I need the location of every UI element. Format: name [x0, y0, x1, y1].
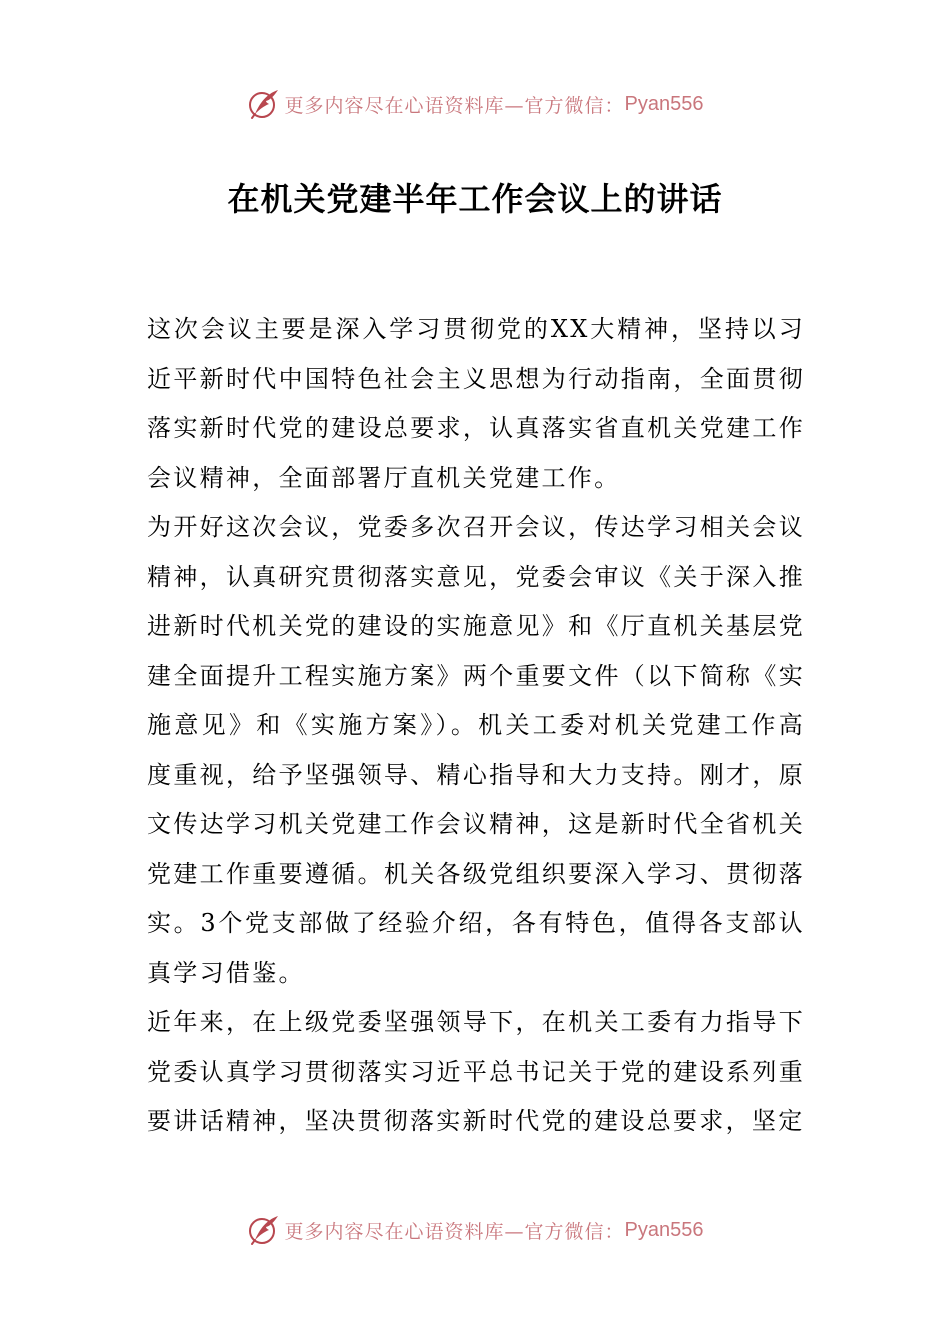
paragraph: 近年来，在上级党委坚强领导下，在机关工委有力指导下党委认真学习贯彻落实习近平总书记关于党的建设系列重要讲话精神，坚决贯彻落实新时代党的建设总要求，坚定	[147, 1008, 805, 1135]
wechat-id: Pyan556	[624, 1218, 704, 1241]
document-title: 在机关党建半年工作会议上的讲话	[227, 180, 723, 218]
wechat-id: Pyan556	[624, 92, 704, 115]
document-body	[147, 305, 805, 1147]
banner-text: 更多内容尽在心语资料库—官方微信：	[284, 1220, 625, 1243]
paragraph: 这次会议主要是深入学习贯彻党的XX大精神，坚持以习近平新时代中国特色社会主义思想为行动指南，全面贯彻落实新时代党的建设总要求，认真落实省直机关党建工作会议精神，全面部署厅直机关党建工作。	[147, 315, 805, 492]
feather-pen-logo-icon	[247, 87, 281, 121]
banner-text: 更多内容尽在心语资料库—官方微信：	[284, 94, 625, 117]
feather-pen-logo-icon	[247, 1213, 281, 1247]
header-watermark-banner	[0, 82, 950, 126]
paragraph: 为开好这次会议，党委多次召开会议，传达学习相关会议精神，认真研究贯彻落实意见，党委会审议《关于深入推进新时代机关党的建设的实施意见》和《厅直机关基层党建全面提升工程实施方案》两个重要文件（以下简称《实施意见》和《实施方案》）。机关工委对机关党建工作高度重视，给予坚强领导、精心指导和大力支持。刚才，原文传达学习机关党建工作会议精神，这是新时代全省机关党建工作重要遵循。机关各级党组织要深入学习、贯彻落实。3个党支部做了经验介绍，各有特色，值得各支部认真学习借鉴。	[147, 513, 805, 987]
footer-watermark-banner	[0, 1208, 950, 1252]
